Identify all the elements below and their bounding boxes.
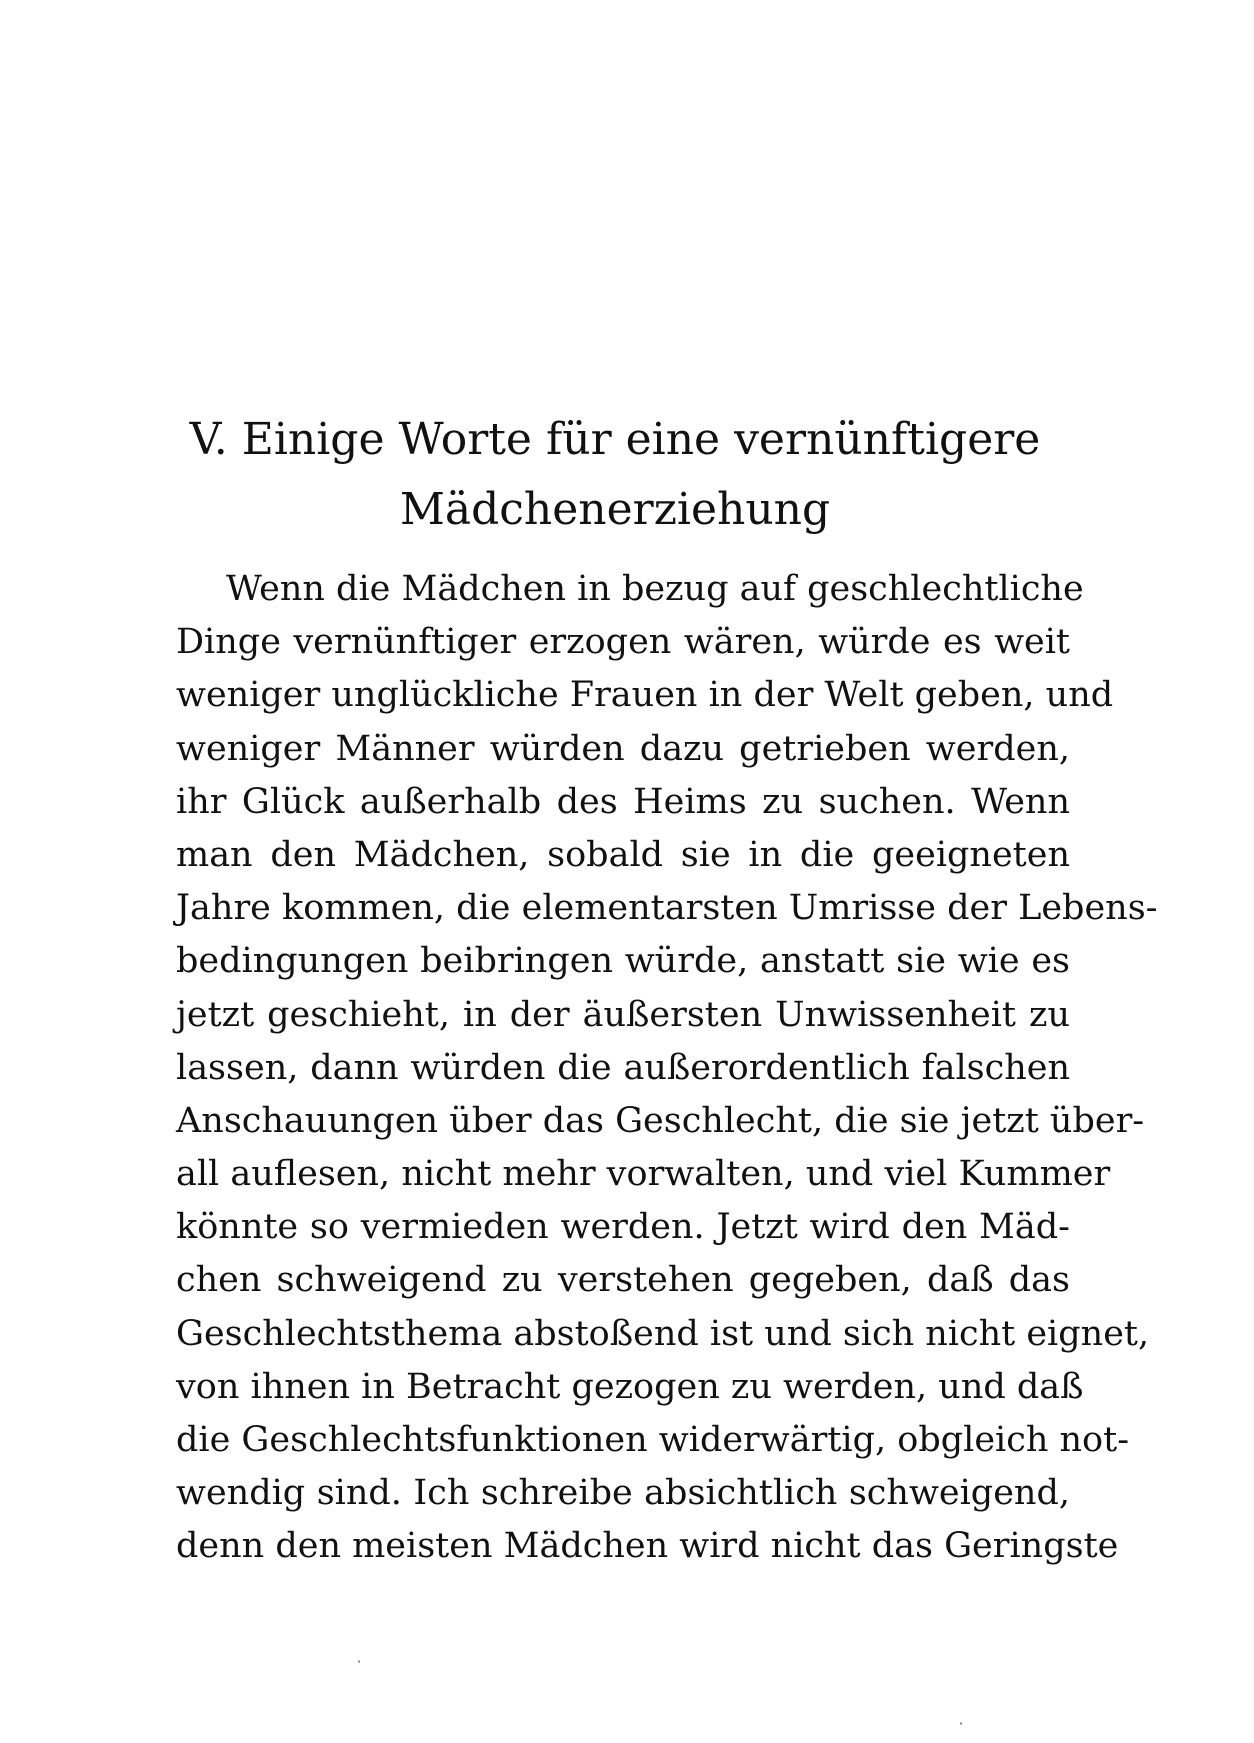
- text-line: weniger Männer würden dazu getrieben werden,: [176, 728, 1070, 769]
- chapter-title-line-2: Mädchenerziehung: [399, 484, 831, 535]
- text-line: all auflesen, nicht mehr vorwalten, und viel Kummer: [176, 1154, 1111, 1195]
- text-line: man den Mädchen, sobald sie in die geeigneten: [176, 834, 1070, 875]
- text-line: Anschauungen über das Geschlecht, die sie jetzt über-: [176, 1100, 1145, 1141]
- text-line: weniger unglückliche Frauen in der Welt geben, und: [176, 675, 1114, 716]
- text-line: wendig sind. Ich schreibe absichtlich schweigend,: [176, 1473, 1070, 1514]
- body-paragraph: [176, 563, 1158, 1574]
- text-line: lassen, dann würden die außerordentlich falschen: [176, 1047, 1070, 1088]
- chapter-title: [150, 405, 1080, 545]
- text-line: bedingungen beibringen würde, anstatt sie wie es: [176, 941, 1070, 982]
- text-line: chen schweigend zu verstehen gegeben, daß das: [176, 1260, 1070, 1301]
- text-line: Jahre kommen, die elementarsten Umrisse der Lebens-: [176, 888, 1158, 929]
- scan-speck: [358, 1660, 360, 1663]
- text-line: Wenn die Mädchen in bezug auf geschlechtliche: [226, 569, 1084, 609]
- text-line: Geschlechtsthema abstoßend ist und sich nicht eignet,: [176, 1313, 1150, 1354]
- scan-speck: [960, 1722, 962, 1725]
- text-line: könnte so vermieden werden. Jetzt wird den Mäd-: [176, 1207, 1070, 1248]
- text-line: Dinge vernünftiger erzogen wären, würde es weit: [176, 622, 1070, 663]
- chapter-title-line-1: V. Einige Worte für eine vernünftigere: [189, 414, 1041, 465]
- text-line: die Geschlechtsfunktionen widerwärtig, obgleich not-: [176, 1420, 1130, 1460]
- text-line: von ihnen in Betracht gezogen zu werden, und daß: [176, 1366, 1084, 1407]
- text-line: jetzt geschieht, in der äußersten Unwissenheit zu: [176, 994, 1070, 1035]
- text-line: ihr Glück außerhalb des Heims zu suchen. Wenn: [176, 781, 1070, 822]
- text-line: denn den meisten Mädchen wird nicht das Geringste: [176, 1526, 1119, 1567]
